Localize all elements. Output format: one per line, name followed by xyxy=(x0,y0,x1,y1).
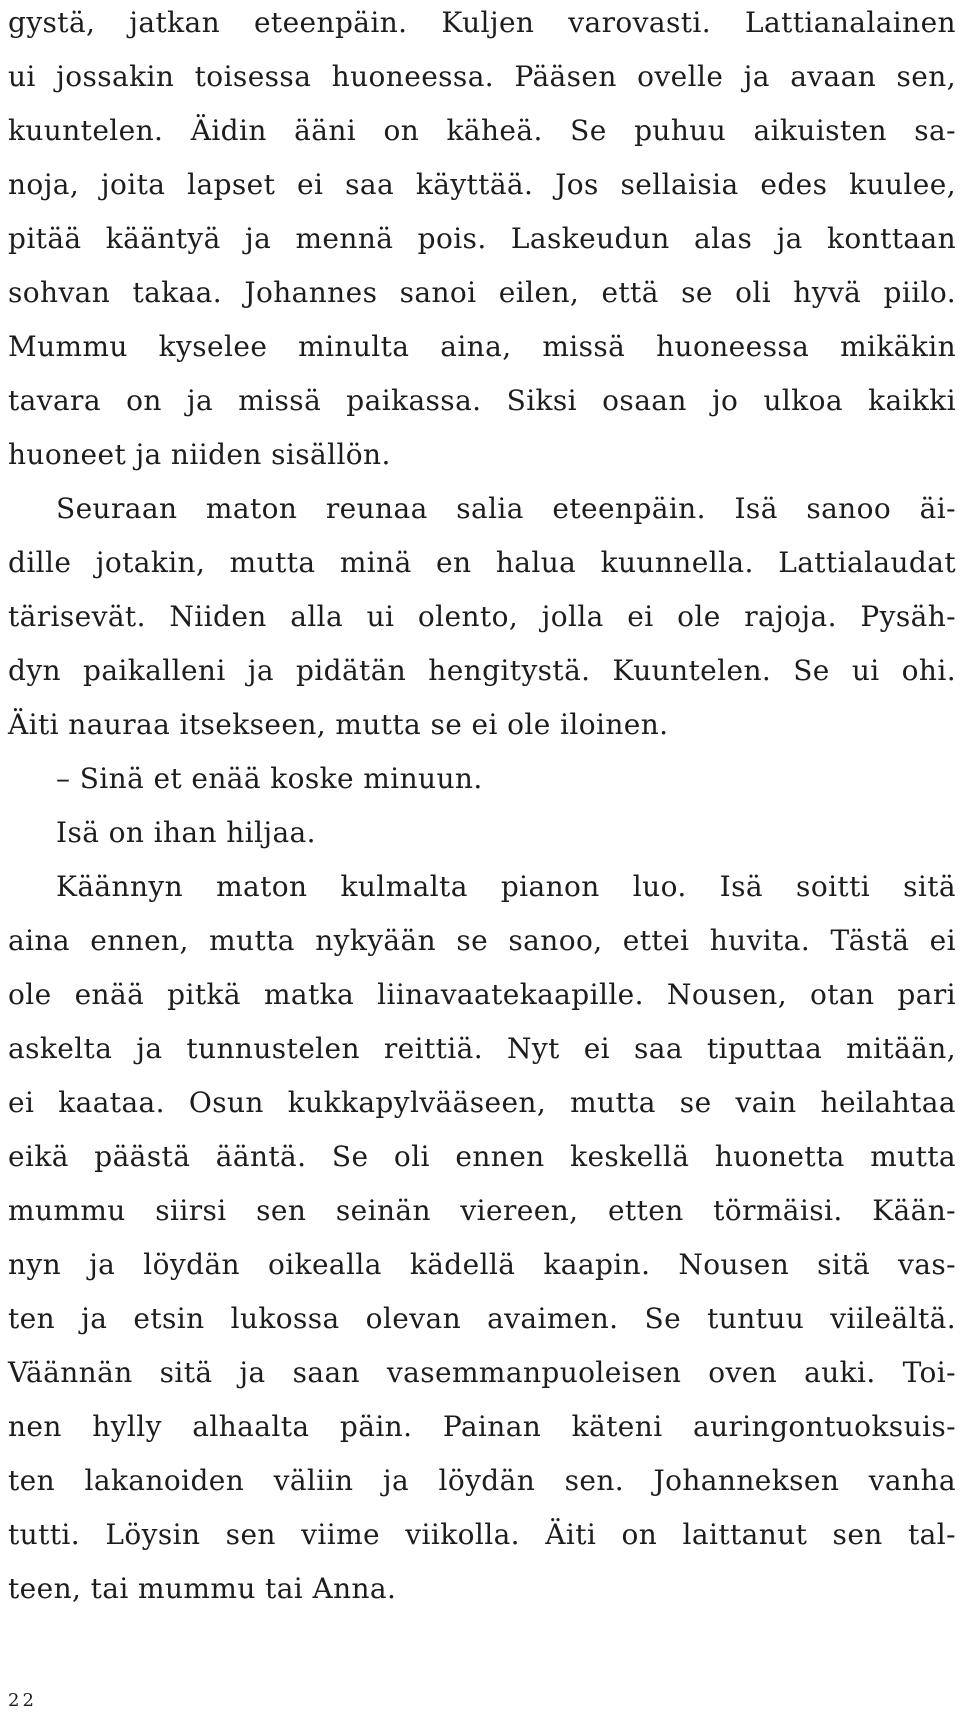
text-line: tavara on ja missä paikassa. Siksi osaan jo ulkoa kaikki xyxy=(8,384,956,417)
text-line: eikä päästä ääntä. Se oli ennen keskellä huonetta mutta xyxy=(8,1140,956,1173)
text-line: askelta ja tunnustelen reittiä. Nyt ei saa tiputtaa mitään, xyxy=(8,1032,956,1065)
text-line: Isä on ihan hiljaa. xyxy=(56,816,316,849)
text-line: nyn ja löydän oikealla kädellä kaapin. Nousen sitä vas- xyxy=(8,1248,956,1281)
text-line: nen hylly alhaalta päin. Painan käteni auringontuoksuis- xyxy=(8,1410,956,1443)
text-line: ei kaataa. Osun kukkapylvääseen, mutta se vain heilahtaa xyxy=(8,1086,956,1119)
text-line: tutti. Löysin sen viime viikolla. Äiti on laittanut sen tal- xyxy=(8,1518,956,1551)
text-line: huoneet ja niiden sisällön. xyxy=(8,438,391,471)
text-line: ten ja etsin lukossa olevan avaimen. Se tuntuu viileältä. xyxy=(8,1302,956,1335)
text-line: gystä, jatkan eteenpäin. Kuljen varovasti. Lattianalainen xyxy=(8,6,956,39)
text-line: pitää kääntyä ja mennä pois. Laskeudun alas ja konttaan xyxy=(8,222,956,255)
text-line: aina ennen, mutta nykyään se sanoo, ettei huvita. Tästä ei xyxy=(8,924,956,957)
page-number: 22 xyxy=(8,1690,37,1711)
text-line: dyn paikalleni ja pidätän hengitystä. Kuuntelen. Se ui ohi. xyxy=(8,654,956,687)
text-line: noja, joita lapset ei saa käyttää. Jos sellaisia edes kuulee, xyxy=(8,168,956,201)
text-line: Äiti nauraa itsekseen, mutta se ei ole iloinen. xyxy=(8,708,669,741)
text-line: kuuntelen. Äidin ääni on käheä. Se puhuu aikuisten sa- xyxy=(8,114,956,147)
text-line: Väännän sitä ja saan vasemmanpuoleisen oven auki. Toi- xyxy=(8,1356,956,1389)
text-line: ui jossakin toisessa huoneessa. Pääsen ovelle ja avaan sen, xyxy=(8,60,956,93)
text-line: ten lakanoiden väliin ja löydän sen. Johanneksen vanha xyxy=(8,1464,956,1497)
dialogue-line: – Sinä et enää koske minuun. xyxy=(56,762,483,795)
text-line: Mummu kyselee minulta aina, missä huoneessa mikäkin xyxy=(8,330,956,363)
text-line: Seuraan maton reunaa salia eteenpäin. Isä sanoo äi- xyxy=(56,492,956,525)
text-line: sohvan takaa. Johannes sanoi eilen, että se oli hyvä piilo. xyxy=(8,276,956,309)
text-line: Käännyn maton kulmalta pianon luo. Isä soitti sitä xyxy=(56,870,956,903)
text-line: tärisevät. Niiden alla ui olento, jolla ei ole rajoja. Pysäh- xyxy=(8,600,956,633)
text-line: teen, tai mummu tai Anna. xyxy=(8,1572,397,1605)
text-line: ole enää pitkä matka liinavaatekaapille. Nousen, otan pari xyxy=(8,978,956,1011)
text-line: dille jotakin, mutta minä en halua kuunnella. Lattialaudat xyxy=(8,546,956,579)
text-line: mummu siirsi sen seinän viereen, etten törmäisi. Kään- xyxy=(8,1194,956,1227)
